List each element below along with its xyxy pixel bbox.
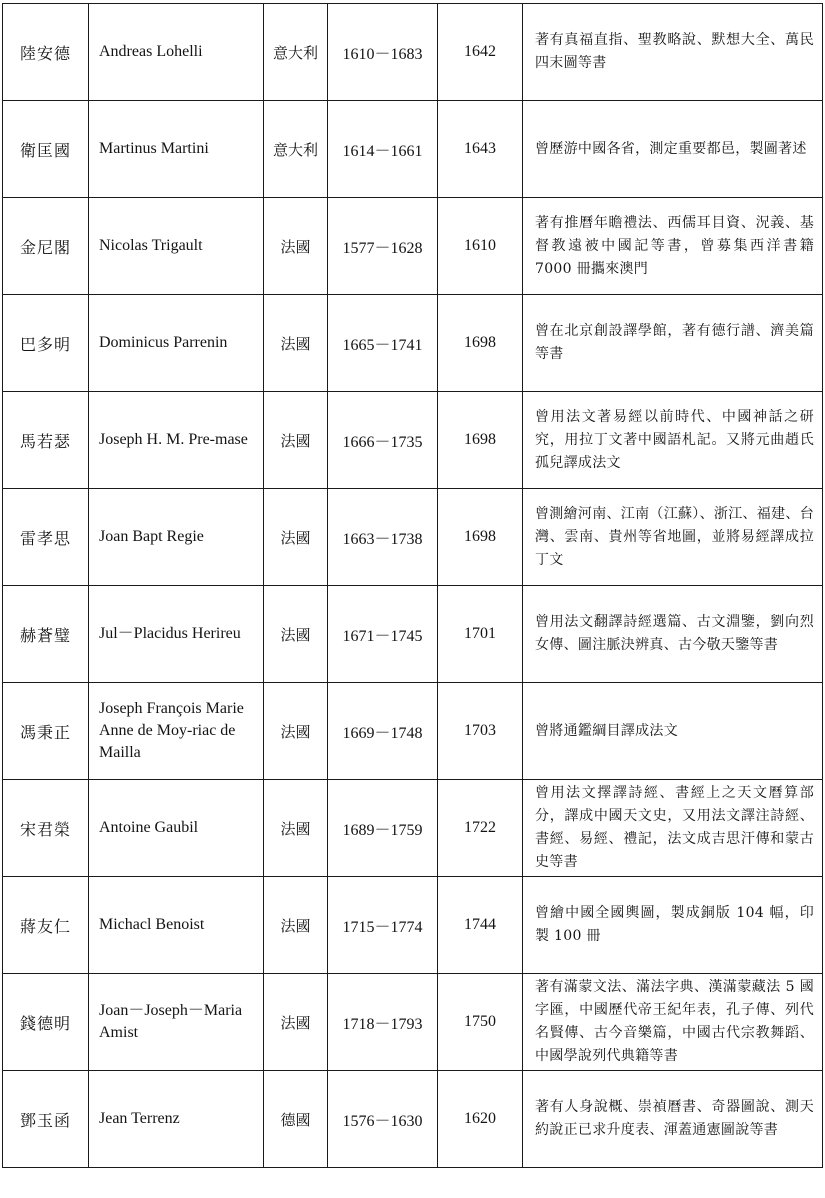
table-row [3,392,823,489]
notes-cell: 著有推曆年瞻禮法、西儒耳目資、況義、基督教遠被中國記等書，曾募集西洋書籍 7000 冊攜來澳門 [523,198,823,295]
lifespan-cell: 1671－1745 [328,586,438,683]
chinese-name-cell: 金尼閣 [3,198,89,295]
jesuit-table [2,3,823,1168]
nationality-cell: 意大利 [264,101,328,198]
latin-name-cell: Martinus Martini [89,101,264,198]
table-row [3,489,823,586]
lifespan-cell: 1577－1628 [328,198,438,295]
latin-name-cell: Dominicus Parrenin [89,295,264,392]
nationality-cell: 法國 [264,974,328,1071]
latin-name-cell: Joan Bapt Regie [89,489,264,586]
latin-name-cell: Joseph H. M. Pre-mase [89,392,264,489]
latin-name-cell: Andreas Lohelli [89,4,264,101]
chinese-name-cell: 雷孝思 [3,489,89,586]
arrival-year-cell: 1610 [438,198,523,295]
latin-name-cell: Jean Terrenz [89,1071,264,1168]
arrival-year-cell: 1642 [438,4,523,101]
latin-name-cell: Joseph François Marie Anne de Moy-riac de Mailla [89,683,264,780]
table-row [3,1071,823,1168]
nationality-cell: 法國 [264,392,328,489]
table-row [3,295,823,392]
table-row [3,780,823,877]
notes-cell: 著有真福直指、聖教略說、默想大全、萬民四末圖等書 [523,4,823,101]
notes-cell: 曾歷游中國各省，測定重要都邑，製圖著述 [523,101,823,198]
notes-cell: 曾用法文翻譯詩經選篇、古文淵鑒，劉向烈女傳、圖注脈決辨真、古今敬天鑒等書 [523,586,823,683]
nationality-cell: 法國 [264,198,328,295]
chinese-name-cell: 馬若瑟 [3,392,89,489]
nationality-cell: 法國 [264,489,328,586]
arrival-year-cell: 1722 [438,780,523,877]
arrival-year-cell: 1698 [438,295,523,392]
nationality-cell: 法國 [264,683,328,780]
notes-cell: 曾用法文著易經以前時代、中國神話之研究，用拉丁文著中國語札記。又將元曲趙氏孤兒譯成法文 [523,392,823,489]
nationality-cell: 法國 [264,780,328,877]
lifespan-cell: 1689－1759 [328,780,438,877]
arrival-year-cell: 1698 [438,392,523,489]
lifespan-cell: 1715－1774 [328,877,438,974]
arrival-year-cell: 1744 [438,877,523,974]
latin-name-cell: Michacl Benoist [89,877,264,974]
lifespan-cell: 1718－1793 [328,974,438,1071]
table-row [3,683,823,780]
latin-name-cell: Jul－Placidus Herireu [89,586,264,683]
notes-cell: 曾繪中國全國輿圖，製成銅版 104 幅，印製 100 冊 [523,877,823,974]
arrival-year-cell: 1620 [438,1071,523,1168]
latin-name-cell: Nicolas Trigault [89,198,264,295]
nationality-cell: 法國 [264,877,328,974]
chinese-name-cell: 赫蒼璧 [3,586,89,683]
arrival-year-cell: 1643 [438,101,523,198]
lifespan-cell: 1666－1735 [328,392,438,489]
chinese-name-cell: 衛匡國 [3,101,89,198]
nationality-cell: 意大利 [264,4,328,101]
table-row [3,198,823,295]
notes-cell: 曾將通鑑綱目譯成法文 [523,683,823,780]
table-row [3,4,823,101]
chinese-name-cell: 宋君榮 [3,780,89,877]
nationality-cell: 法國 [264,586,328,683]
notes-cell: 曾測繪河南、江南（江蘇）、浙江、福建、台灣、雲南、貴州等省地圖，並將易經譯成拉丁文 [523,489,823,586]
table-row [3,877,823,974]
latin-name-cell: Antoine Gaubil [89,780,264,877]
chinese-name-cell: 錢德明 [3,974,89,1071]
arrival-year-cell: 1750 [438,974,523,1071]
notes-cell: 著有滿蒙文法、滿法字典、漢滿蒙藏法 5 國字匯，中國歷代帝王紀年表，孔子傳、列代名賢傳、古今音樂篇，中國古代宗教舞蹈、中國學說列代典籍等書 [523,974,823,1071]
nationality-cell: 德國 [264,1071,328,1168]
lifespan-cell: 1610－1683 [328,4,438,101]
chinese-name-cell: 蔣友仁 [3,877,89,974]
lifespan-cell: 1576－1630 [328,1071,438,1168]
notes-cell: 著有人身說概、崇禎曆書、奇器圖說、測天約說正已求升度表、渾蓋通憲圖說等書 [523,1071,823,1168]
lifespan-cell: 1669－1748 [328,683,438,780]
notes-cell: 曾在北京創設譯學館，著有德行譜、濟美篇等書 [523,295,823,392]
notes-cell: 曾用法文擇譯詩經、書經上之天文曆算部分，譯成中國天文史，又用法文譯注詩經、書經、易經、禮記，法文成吉思汗傳和蒙古史等書 [523,780,823,877]
nationality-cell: 法國 [264,295,328,392]
arrival-year-cell: 1698 [438,489,523,586]
chinese-name-cell: 陸安德 [3,4,89,101]
chinese-name-cell: 鄧玉函 [3,1071,89,1168]
table-row [3,101,823,198]
lifespan-cell: 1614－1661 [328,101,438,198]
lifespan-cell: 1665－1741 [328,295,438,392]
table-row [3,586,823,683]
table-row [3,974,823,1071]
lifespan-cell: 1663－1738 [328,489,438,586]
arrival-year-cell: 1703 [438,683,523,780]
chinese-name-cell: 巴多明 [3,295,89,392]
latin-name-cell: Joan－Joseph－Maria Amist [89,974,264,1071]
chinese-name-cell: 馮秉正 [3,683,89,780]
arrival-year-cell: 1701 [438,586,523,683]
